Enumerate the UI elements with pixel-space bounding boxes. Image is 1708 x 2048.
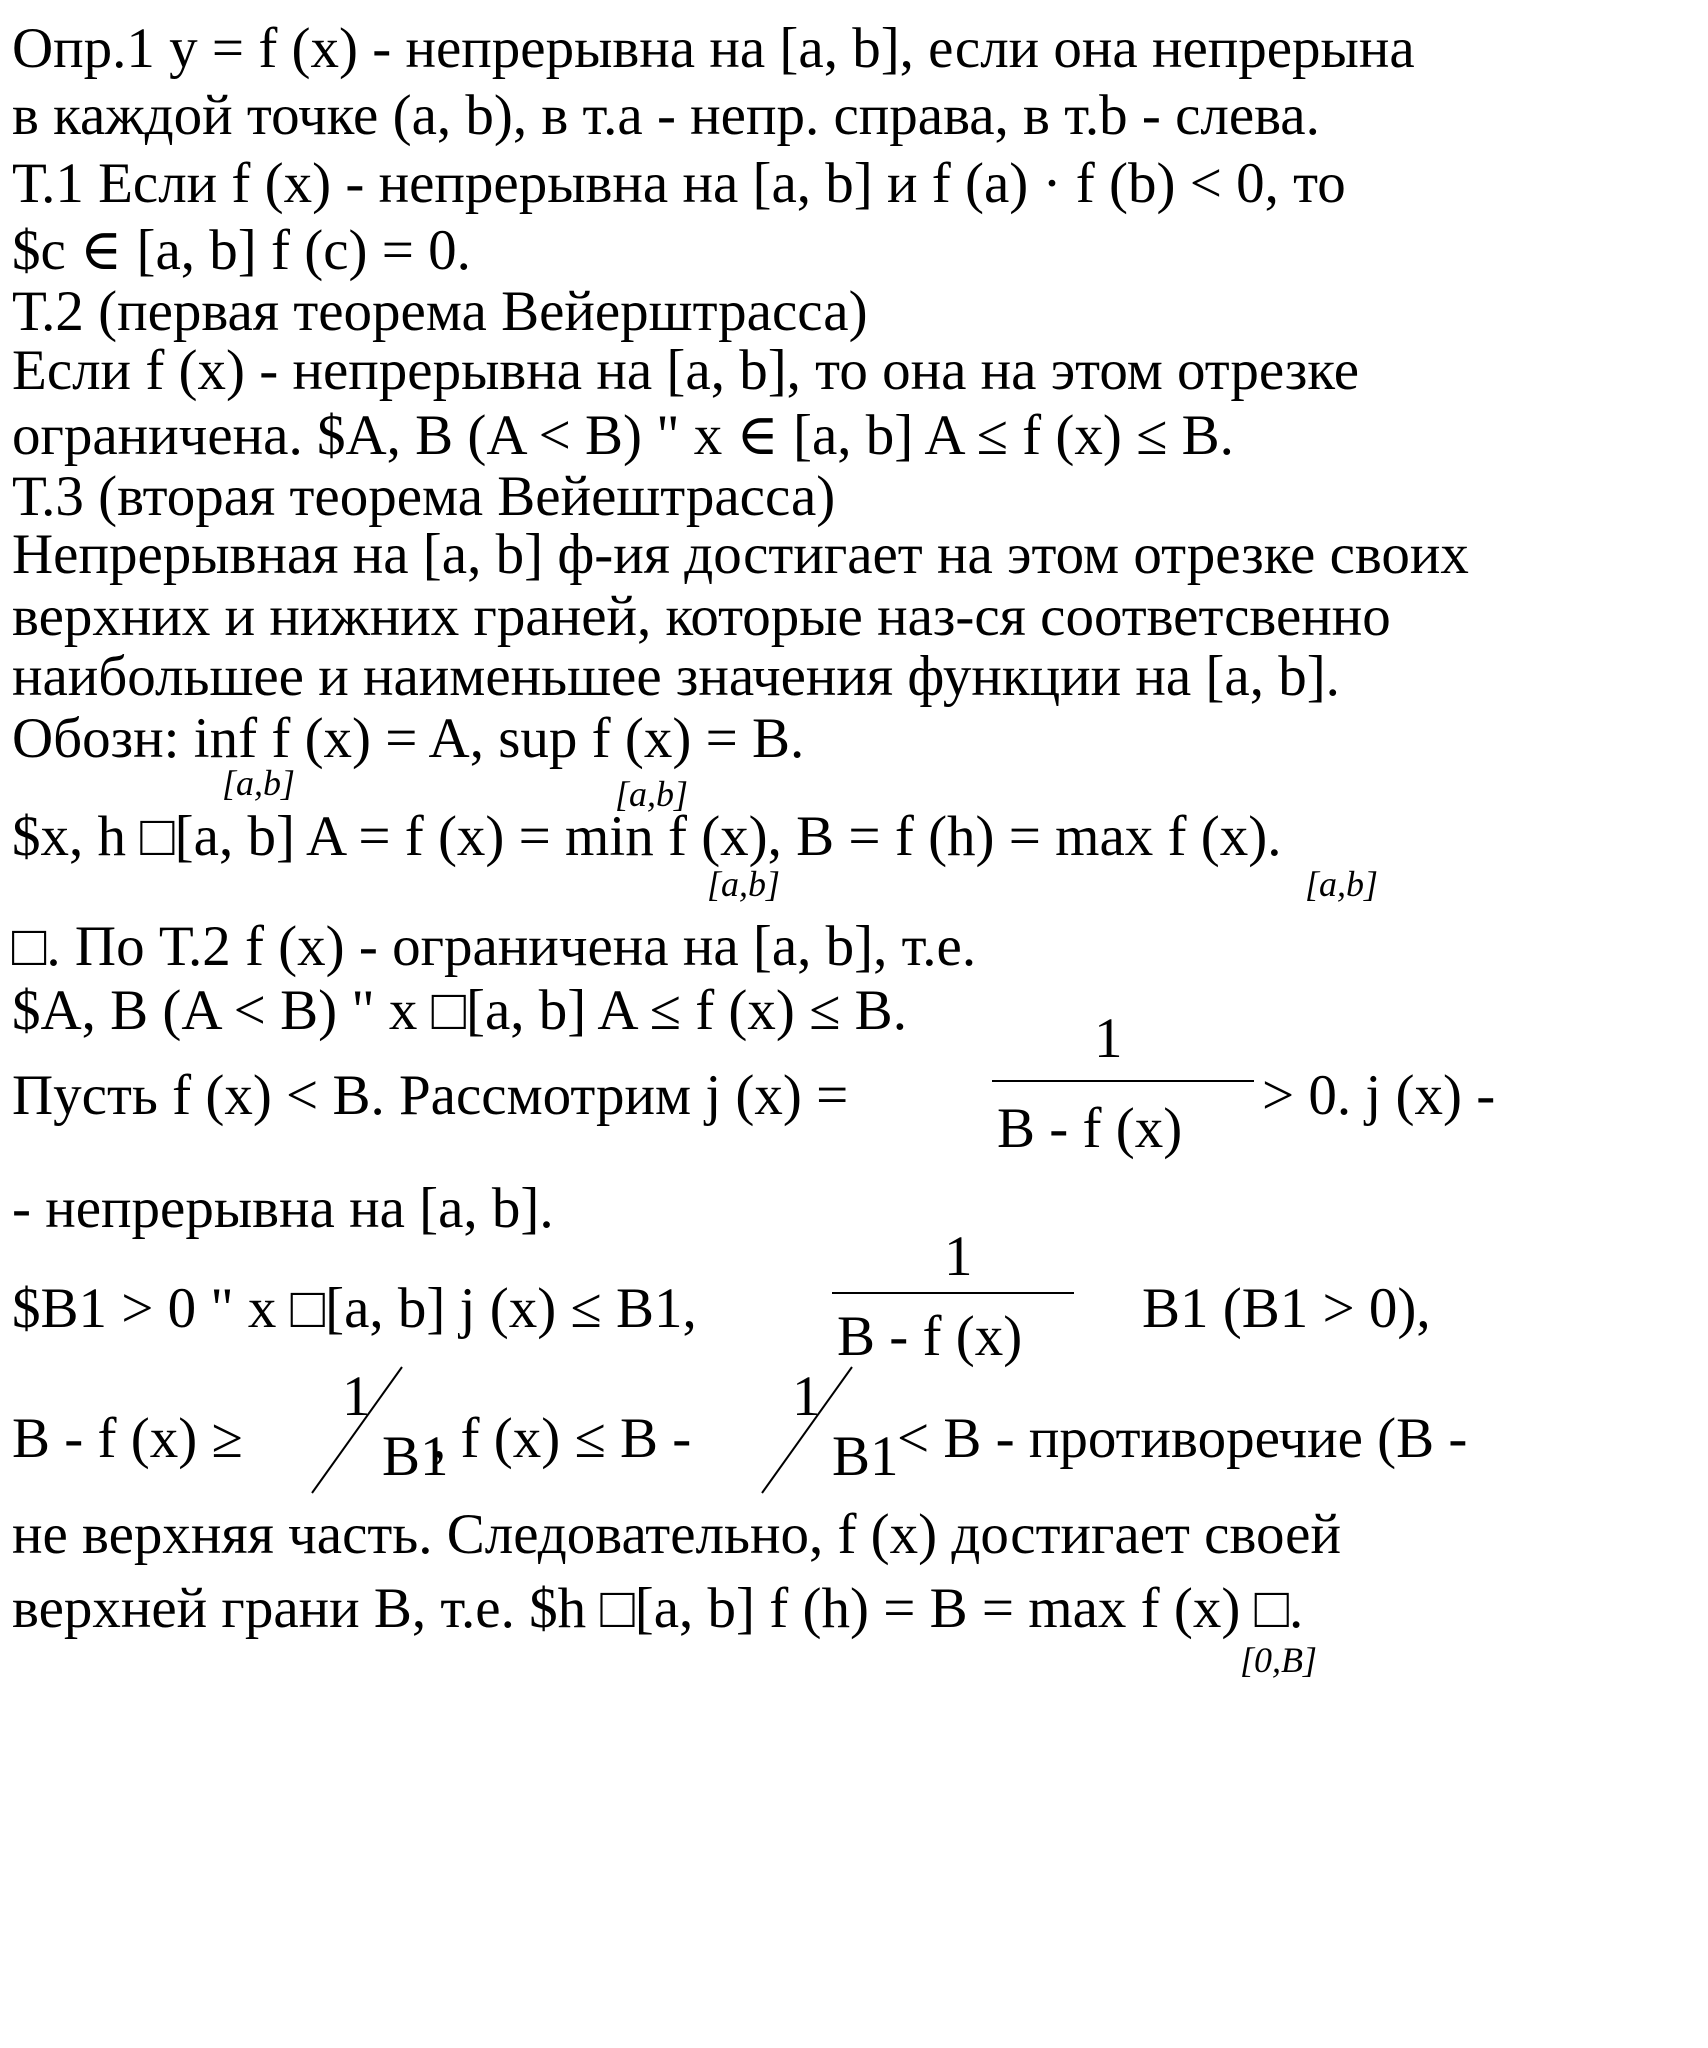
slash-fraction-1-numerator: 1 bbox=[342, 1365, 371, 1428]
slash-fraction-2-denominator: B1 bbox=[832, 1425, 899, 1488]
slash-fraction-2-numerator: 1 bbox=[792, 1365, 821, 1428]
text-line-21: верхней грани B, т.е. $h □[a, b] f (h) = B = max f (x) □. bbox=[12, 1577, 1304, 1640]
max-subscript: [a,b] bbox=[1305, 864, 1379, 904]
text-line-6: Если f (x) - непрерывна на [a, b], то она на этом отрезке bbox=[12, 339, 1359, 402]
text-line-19: B - f (x) ≥ bbox=[12, 1407, 243, 1470]
text-line-8: Т.3 (вторая теорема Вейештрасса) bbox=[12, 465, 836, 528]
text-line-20: не верхняя часть. Следовательно, f (x) достигает своей bbox=[12, 1503, 1341, 1566]
slash-fraction-1-slash bbox=[307, 1365, 407, 1495]
text-line-9: Непрерывная на [a, b] ф-ия достигает на этом отрезке своих bbox=[12, 523, 1469, 586]
text-line-18-tail: B1 (B1 > 0), bbox=[1142, 1277, 1431, 1340]
slash-fraction-2-slash bbox=[757, 1365, 857, 1495]
last-max-subscript: [0,B] bbox=[1240, 1640, 1318, 1680]
min-subscript: [a,b] bbox=[707, 864, 781, 904]
inf-subscript: [a,b] bbox=[222, 763, 296, 803]
text-line-1: Опр.1 y = f (x) - непрерывна на [a, b], если она непрерына bbox=[12, 17, 1415, 80]
text-line-3: Т.1 Если f (x) - непрерывна на [a, b] и f (a) · f (b) < 0, то bbox=[12, 152, 1346, 215]
fraction-denominator: B - f (x) bbox=[997, 1097, 1183, 1160]
text-line-14: □. По Т.2 f (x) - ограничена на [a, b], т.е. bbox=[12, 915, 977, 978]
text-line-16-tail: > 0. j (x) - bbox=[1262, 1064, 1496, 1127]
text-line-4: $c ∈ [a, b] f (c) = 0. bbox=[12, 219, 471, 282]
text-line-19-tail: < B - противоречие (B - bbox=[897, 1407, 1468, 1470]
text-line-12: Обозн: inf f (x) = A, sup f (x) = B. bbox=[12, 707, 805, 770]
fraction-numerator: 1 bbox=[1094, 1007, 1123, 1070]
text-line-10: верхних и нижних граней, которые наз-ся соответсвенно bbox=[12, 585, 1391, 648]
text-line-5: Т.2 (первая теорема Вейерштрасса) bbox=[12, 280, 868, 343]
fraction-bar bbox=[992, 1080, 1254, 1082]
text-line-13: $x, h □[a, b] A = f (x) = min f (x), B = f (h) = max f (x). bbox=[12, 805, 1282, 868]
text-line-16: Пусть f (x) < B. Рассмотрим j (x) = bbox=[12, 1064, 849, 1127]
fraction-2-bar bbox=[832, 1292, 1074, 1294]
text-line-7: ограничена. $A, B (A < B) " x ∈ [a, b] A ≤ f (x) ≤ B. bbox=[12, 404, 1234, 467]
fraction-2-numerator: 1 bbox=[944, 1225, 973, 1288]
text-line-2: в каждой точке (a, b), в т.a - непр. справа, в т.b - слева. bbox=[12, 84, 1320, 147]
text-line-17: - непрерывна на [a, b]. bbox=[12, 1177, 554, 1240]
slash-fraction-1-denominator: B1 bbox=[382, 1425, 449, 1488]
text-line-19-middle: , f (x) ≤ B - bbox=[432, 1407, 692, 1470]
sup-subscript: [a,b] bbox=[615, 774, 689, 814]
text-line-18: $B1 > 0 " x □[a, b] j (x) ≤ B1, bbox=[12, 1277, 697, 1340]
fraction-2-denominator: B - f (x) bbox=[837, 1305, 1023, 1368]
text-line-15: $A, B (A < B) " x □[a, b] A ≤ f (x) ≤ B. bbox=[12, 979, 907, 1042]
text-line-11: наибольшее и наименьшее значения функции на [a, b]. bbox=[12, 645, 1340, 708]
